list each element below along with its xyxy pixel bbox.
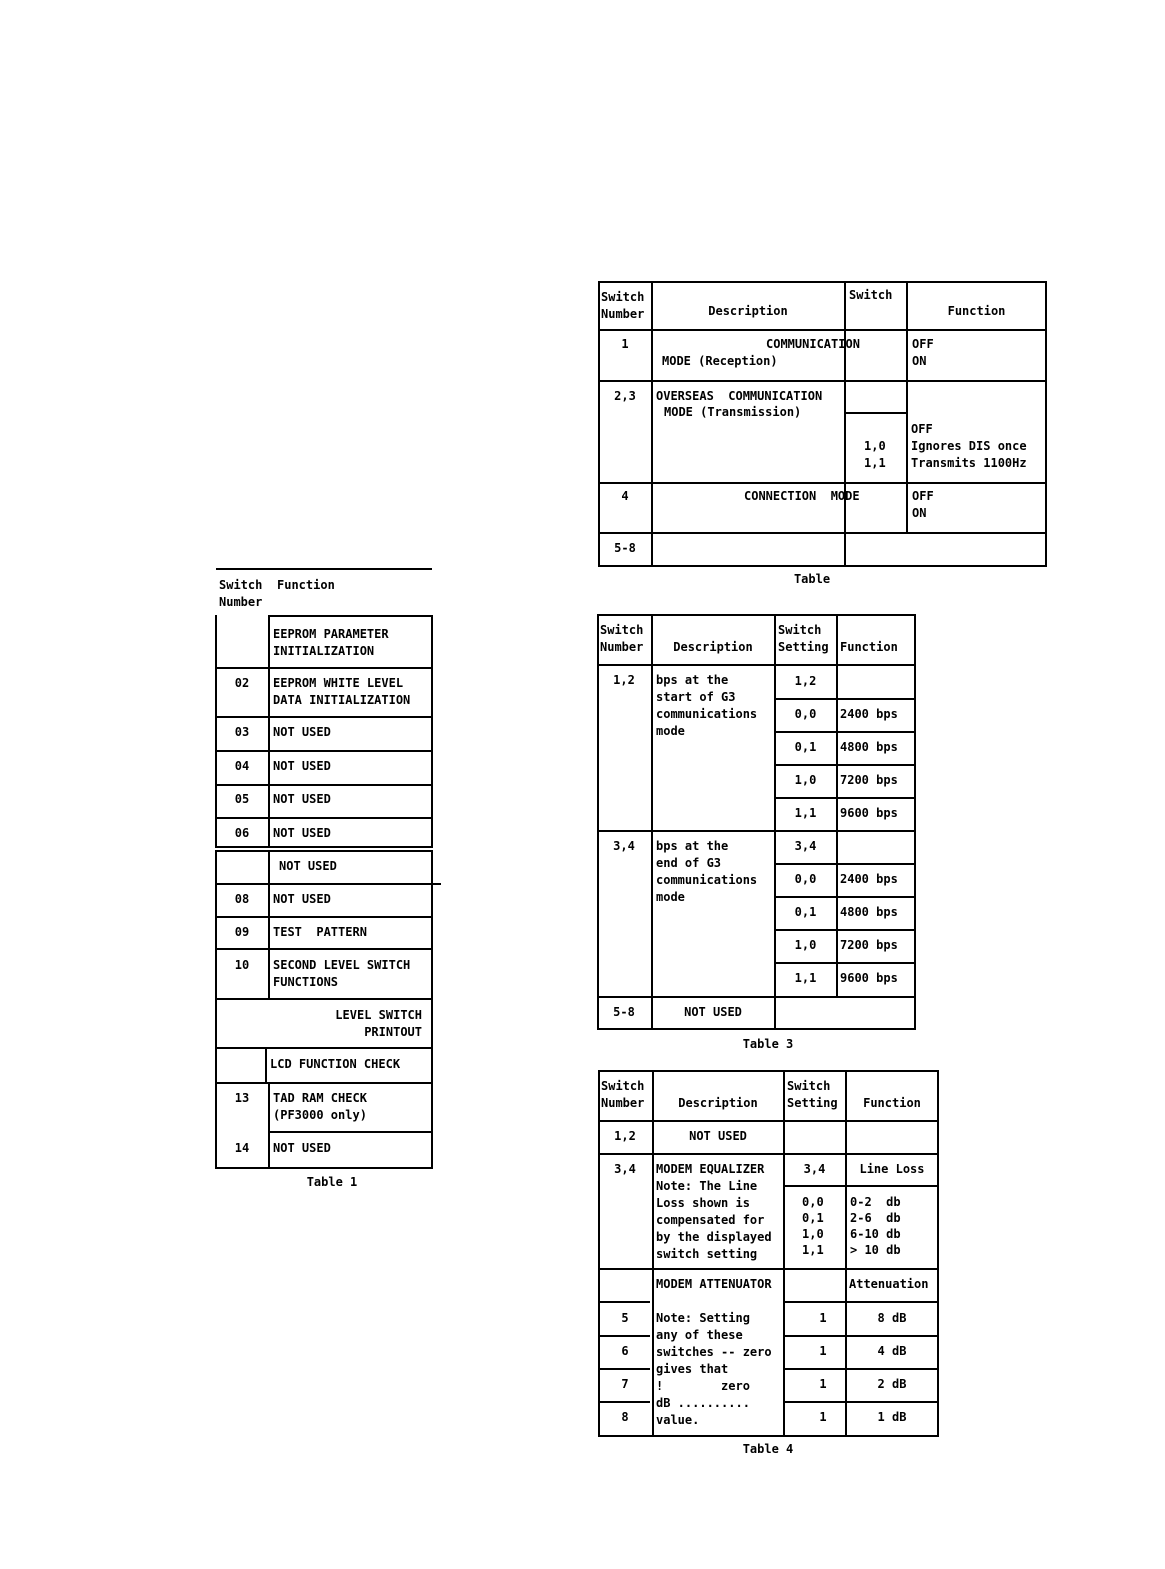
table-4-setting: 3,4 — [803, 1162, 826, 1176]
table-1-func: NOT USED — [273, 826, 331, 840]
table-3-caption: Table 3 — [742, 1037, 794, 1051]
table-2-desc: MODE (Transmission) — [664, 405, 802, 419]
table-4-caption: Table 4 — [742, 1442, 794, 1456]
table-1-top-rule — [216, 568, 432, 570]
table-3-setting: 1,1 — [794, 971, 817, 985]
table-4-num: 3,4 — [614, 1162, 636, 1176]
table-3-func: 7200 bps — [840, 938, 898, 952]
table-3-setting: 3,4 — [794, 839, 817, 853]
table-4-func: 4 dB — [877, 1344, 907, 1358]
table-3-func: 4800 bps — [840, 740, 898, 754]
table-3-func: 4800 bps — [840, 905, 898, 919]
table-1-func: TAD RAM CHECK (PF3000 only) — [273, 1091, 367, 1122]
table-1-func: NOT USED — [273, 759, 331, 773]
table-3-header-setting: Switch Setting — [778, 623, 829, 654]
table-4-header-switch: Switch Number — [601, 1079, 645, 1110]
table-1-func: SECOND LEVEL SWITCH FUNCTIONS — [273, 958, 411, 989]
table-3-setting: 0,0 — [794, 872, 817, 886]
table-3-setting: 1,0 — [794, 773, 817, 787]
table-3-func: 9600 bps — [840, 971, 898, 985]
table-2-header-description: Description — [708, 304, 788, 318]
table-3-setting: 0,1 — [794, 905, 817, 919]
table-4-func: 0-2 db 2-6 db 6-10 db > 10 db — [850, 1195, 901, 1257]
table-3-setting: 0,0 — [794, 707, 817, 721]
table-3-header-description: Description — [673, 640, 753, 654]
table-2-desc: CONNECTION MODE — [744, 489, 860, 503]
table-3-setting: 1,1 — [794, 806, 817, 820]
table-4-note: Note: Setting any of these switches -- zero gives that ! zero dB .......... value. — [656, 1311, 772, 1427]
table-4-setting: 1 — [819, 1377, 827, 1391]
table-3-func: 2400 bps — [840, 872, 898, 886]
table-4-num: 6 — [621, 1344, 629, 1358]
table-1-num: 04 — [234, 759, 250, 773]
table-1-header-switch: Switch Number — [219, 578, 263, 609]
table-1-num: 03 — [234, 725, 250, 739]
table-3-func: 7200 bps — [840, 773, 898, 787]
table-1-num: 08 — [234, 892, 250, 906]
table-4-header-description: Description — [678, 1096, 758, 1110]
table-1-caption: Table 1 — [306, 1175, 358, 1189]
table-4-desc: NOT USED — [689, 1129, 747, 1143]
table-2-num: 4 — [621, 489, 629, 503]
table-2-num: 1 — [621, 337, 629, 351]
table-1-num: 13 — [234, 1091, 250, 1105]
table-4-func: 8 dB — [877, 1311, 907, 1325]
table-2-func: OFF ON — [912, 337, 934, 368]
table-2-header-setting: Switch — [849, 288, 893, 302]
table-2-func: OFF Ignores DIS once Transmits 1100Hz — [911, 422, 1027, 470]
table-3-setting: 0,1 — [794, 740, 817, 754]
table-3-setting: 1,0 — [794, 938, 817, 952]
table-3-num: 3,4 — [613, 839, 635, 853]
table-4-header-function: Function — [863, 1096, 921, 1110]
table-1-func: NOT USED — [273, 892, 331, 906]
table-1-num: 05 — [234, 792, 250, 806]
table-4-num: 7 — [621, 1377, 629, 1391]
table-3-desc: bps at the end of G3 communications mode — [656, 839, 758, 904]
table-4-header-setting: Switch Setting — [787, 1079, 838, 1110]
table-2-header-function: Function — [947, 304, 1006, 318]
table-1-func: NOT USED — [273, 1141, 331, 1155]
table-4-desc: MODEM ATTENUATOR — [656, 1277, 772, 1291]
table-1-func: LEVEL SWITCH PRINTOUT — [335, 1008, 422, 1039]
table-2-desc: MODE (Reception) — [662, 354, 778, 368]
table-3-setting: 1,2 — [794, 674, 817, 688]
table-4-func: Line Loss — [859, 1162, 925, 1176]
table-4-num: 8 — [621, 1410, 629, 1424]
table-2-desc: OVERSEAS COMMUNICATION — [656, 389, 823, 403]
table-1-func: EEPROM WHITE LEVEL DATA INITIALIZATION — [273, 676, 411, 707]
table-3-header-switch: Switch Number — [600, 623, 644, 654]
table-1-num: 14 — [234, 1141, 250, 1155]
table-2-num: 2,3 — [614, 389, 636, 403]
table-1-func: TEST PATTERN — [273, 925, 367, 939]
table-1-num: 09 — [234, 925, 250, 939]
table-4-desc: MODEM EQUALIZER Note: The Line Loss shown is compensated for by the displayed switch setting — [656, 1162, 772, 1261]
table-1-func: LCD FUNCTION CHECK — [270, 1057, 401, 1071]
table-4-setting: 0,0 0,1 1,0 1,1 — [802, 1195, 824, 1257]
table-3-desc: bps at the start of G3 communications mode — [656, 673, 758, 738]
table-1-num: 02 — [234, 676, 250, 690]
table-4-func: 2 dB — [877, 1377, 907, 1391]
table-2-header-switch: Switch Number — [601, 290, 645, 321]
table-4-setting: 1 — [819, 1311, 827, 1325]
table-2-desc: COMMUNICATION — [766, 337, 860, 351]
table-4-num: 5 — [621, 1311, 629, 1325]
table-3-num: 1,2 — [613, 673, 635, 687]
table-1-header-function: Function — [277, 578, 335, 592]
table-4-func: 1 dB — [877, 1410, 907, 1424]
table-3-func: 9600 bps — [840, 806, 898, 820]
table-2-num: 5-8 — [614, 541, 636, 555]
table-4-setting: 1 — [819, 1410, 827, 1424]
table-2-caption: Table — [793, 572, 831, 586]
table-1-num: 10 — [234, 958, 250, 972]
table-4-num: 1,2 — [614, 1129, 636, 1143]
table-2-setting: 1,0 1,1 — [864, 439, 886, 470]
table-1-func: NOT USED — [273, 725, 331, 739]
table-1-func: NOT USED — [273, 792, 331, 806]
table-3-desc: NOT USED — [684, 1005, 742, 1019]
table-1-num: 06 — [234, 826, 250, 840]
table-3-num: 5-8 — [613, 1005, 635, 1019]
table-1-func: EEPROM PARAMETER INITIALIZATION — [273, 627, 389, 658]
table-1-func: NOT USED — [279, 859, 337, 873]
table-3-header-function: Function — [840, 640, 898, 654]
table-2-func: OFF ON — [912, 489, 934, 520]
table-3-func: 2400 bps — [840, 707, 898, 721]
table-4-setting: 1 — [819, 1344, 827, 1358]
table-4-func: Attenuation — [849, 1277, 929, 1291]
